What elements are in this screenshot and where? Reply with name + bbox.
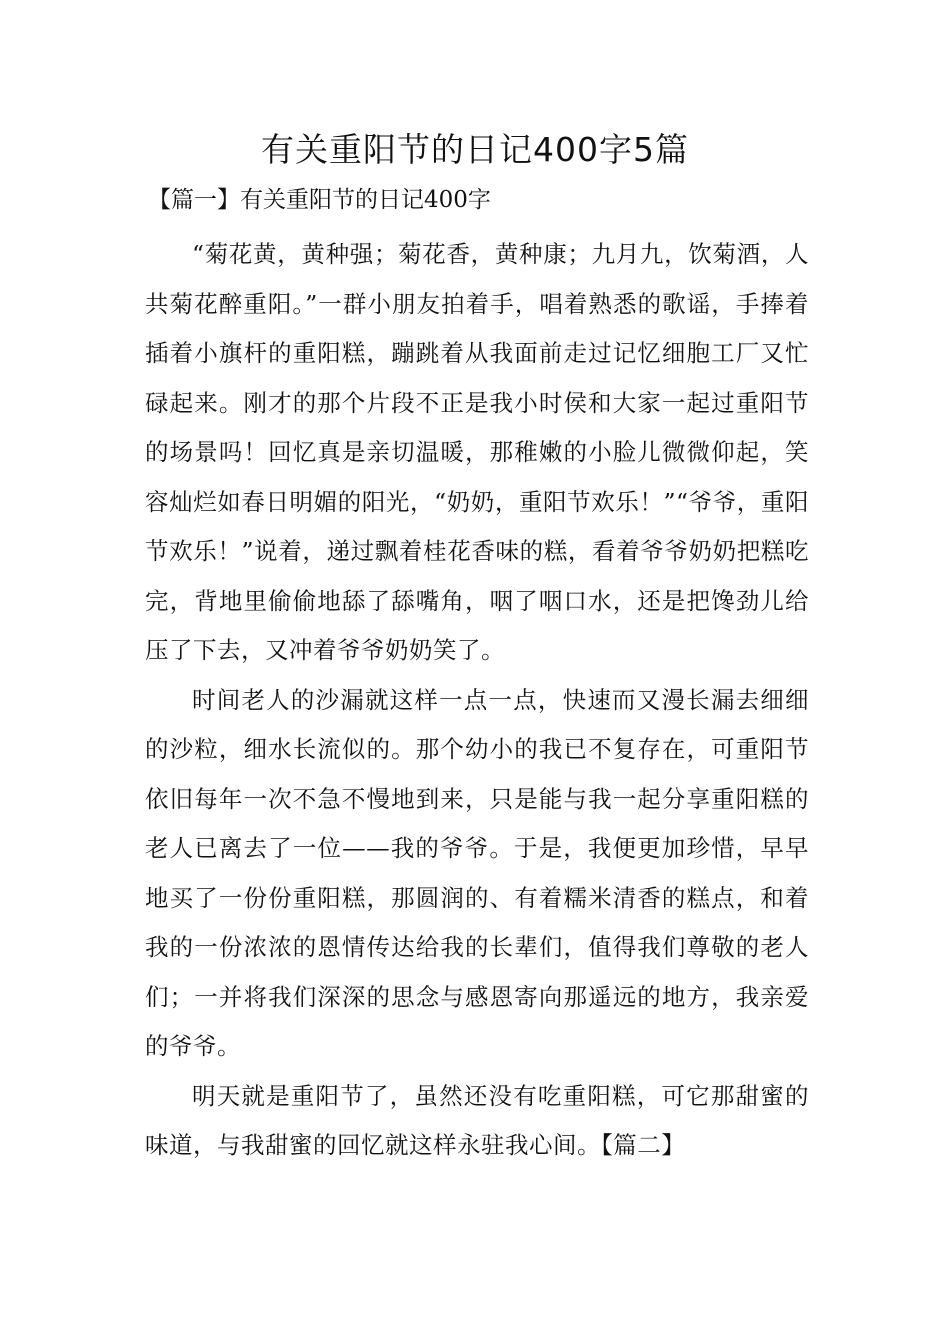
paragraph-2: 时间老人的沙漏就这样一点一点，快速而又漫长漏去细细的沙粒，细水长流似的。那个幼小的我已不复存在，可重阳节依旧每年一次不急不慢地到来，只是能与我一起分享重阳糕的老人已离去了一位——我的爷爷。于是，我便更加珍惜，早早地买了一份份重阳糕，那圆润的、有着糯米清香的糕点，和着我的一份浓浓的恩情传达给我的长辈们，值得我们尊敬的老人们；一并将我们深深的思念与感恩寄向那遥远的地方，我亲爱的爷爷。 [145, 685, 809, 1060]
body-text [145, 230, 809, 1171]
section-heading: 【篇一】有关重阳节的日记400字 [148, 187, 491, 213]
paragraph-1: “菊花黄，黄种强；菊花香，黄种康；九月九，饮菊酒，人共菊花醉重阳。”一群小朋友拍着手，唱着熟悉的歌谣，手捧着插着小旗杆的重阳糕，蹦跳着从我面前走过记忆细胞工厂又忙碌起来。刚才的那个片段不正是我小时侯和大家一起过重阳节的场景吗！回忆真是亲切温暖，那稚嫩的小脸儿微微仰起，笑容灿烂如春日明媚的阳光，“奶奶，重阳节欢乐！”“爷爷，重阳节欢乐！”说着，递过飘着桂花香味的糕，看着爷爷奶奶把糕吃完，背地里偷偷地舔了舔嘴角，咽了咽口水，还是把馋劲儿给压了下去，又冲着爷爷奶奶笑了。 [145, 240, 809, 664]
paragraph-3: 明天就是重阳节了，虽然还没有吃重阳糕，可它那甜蜜的味道，与我甜蜜的回忆就这样永驻我心间。【篇二】 [145, 1081, 809, 1159]
document-title: 有关重阳节的日记400字5篇 [261, 130, 689, 169]
